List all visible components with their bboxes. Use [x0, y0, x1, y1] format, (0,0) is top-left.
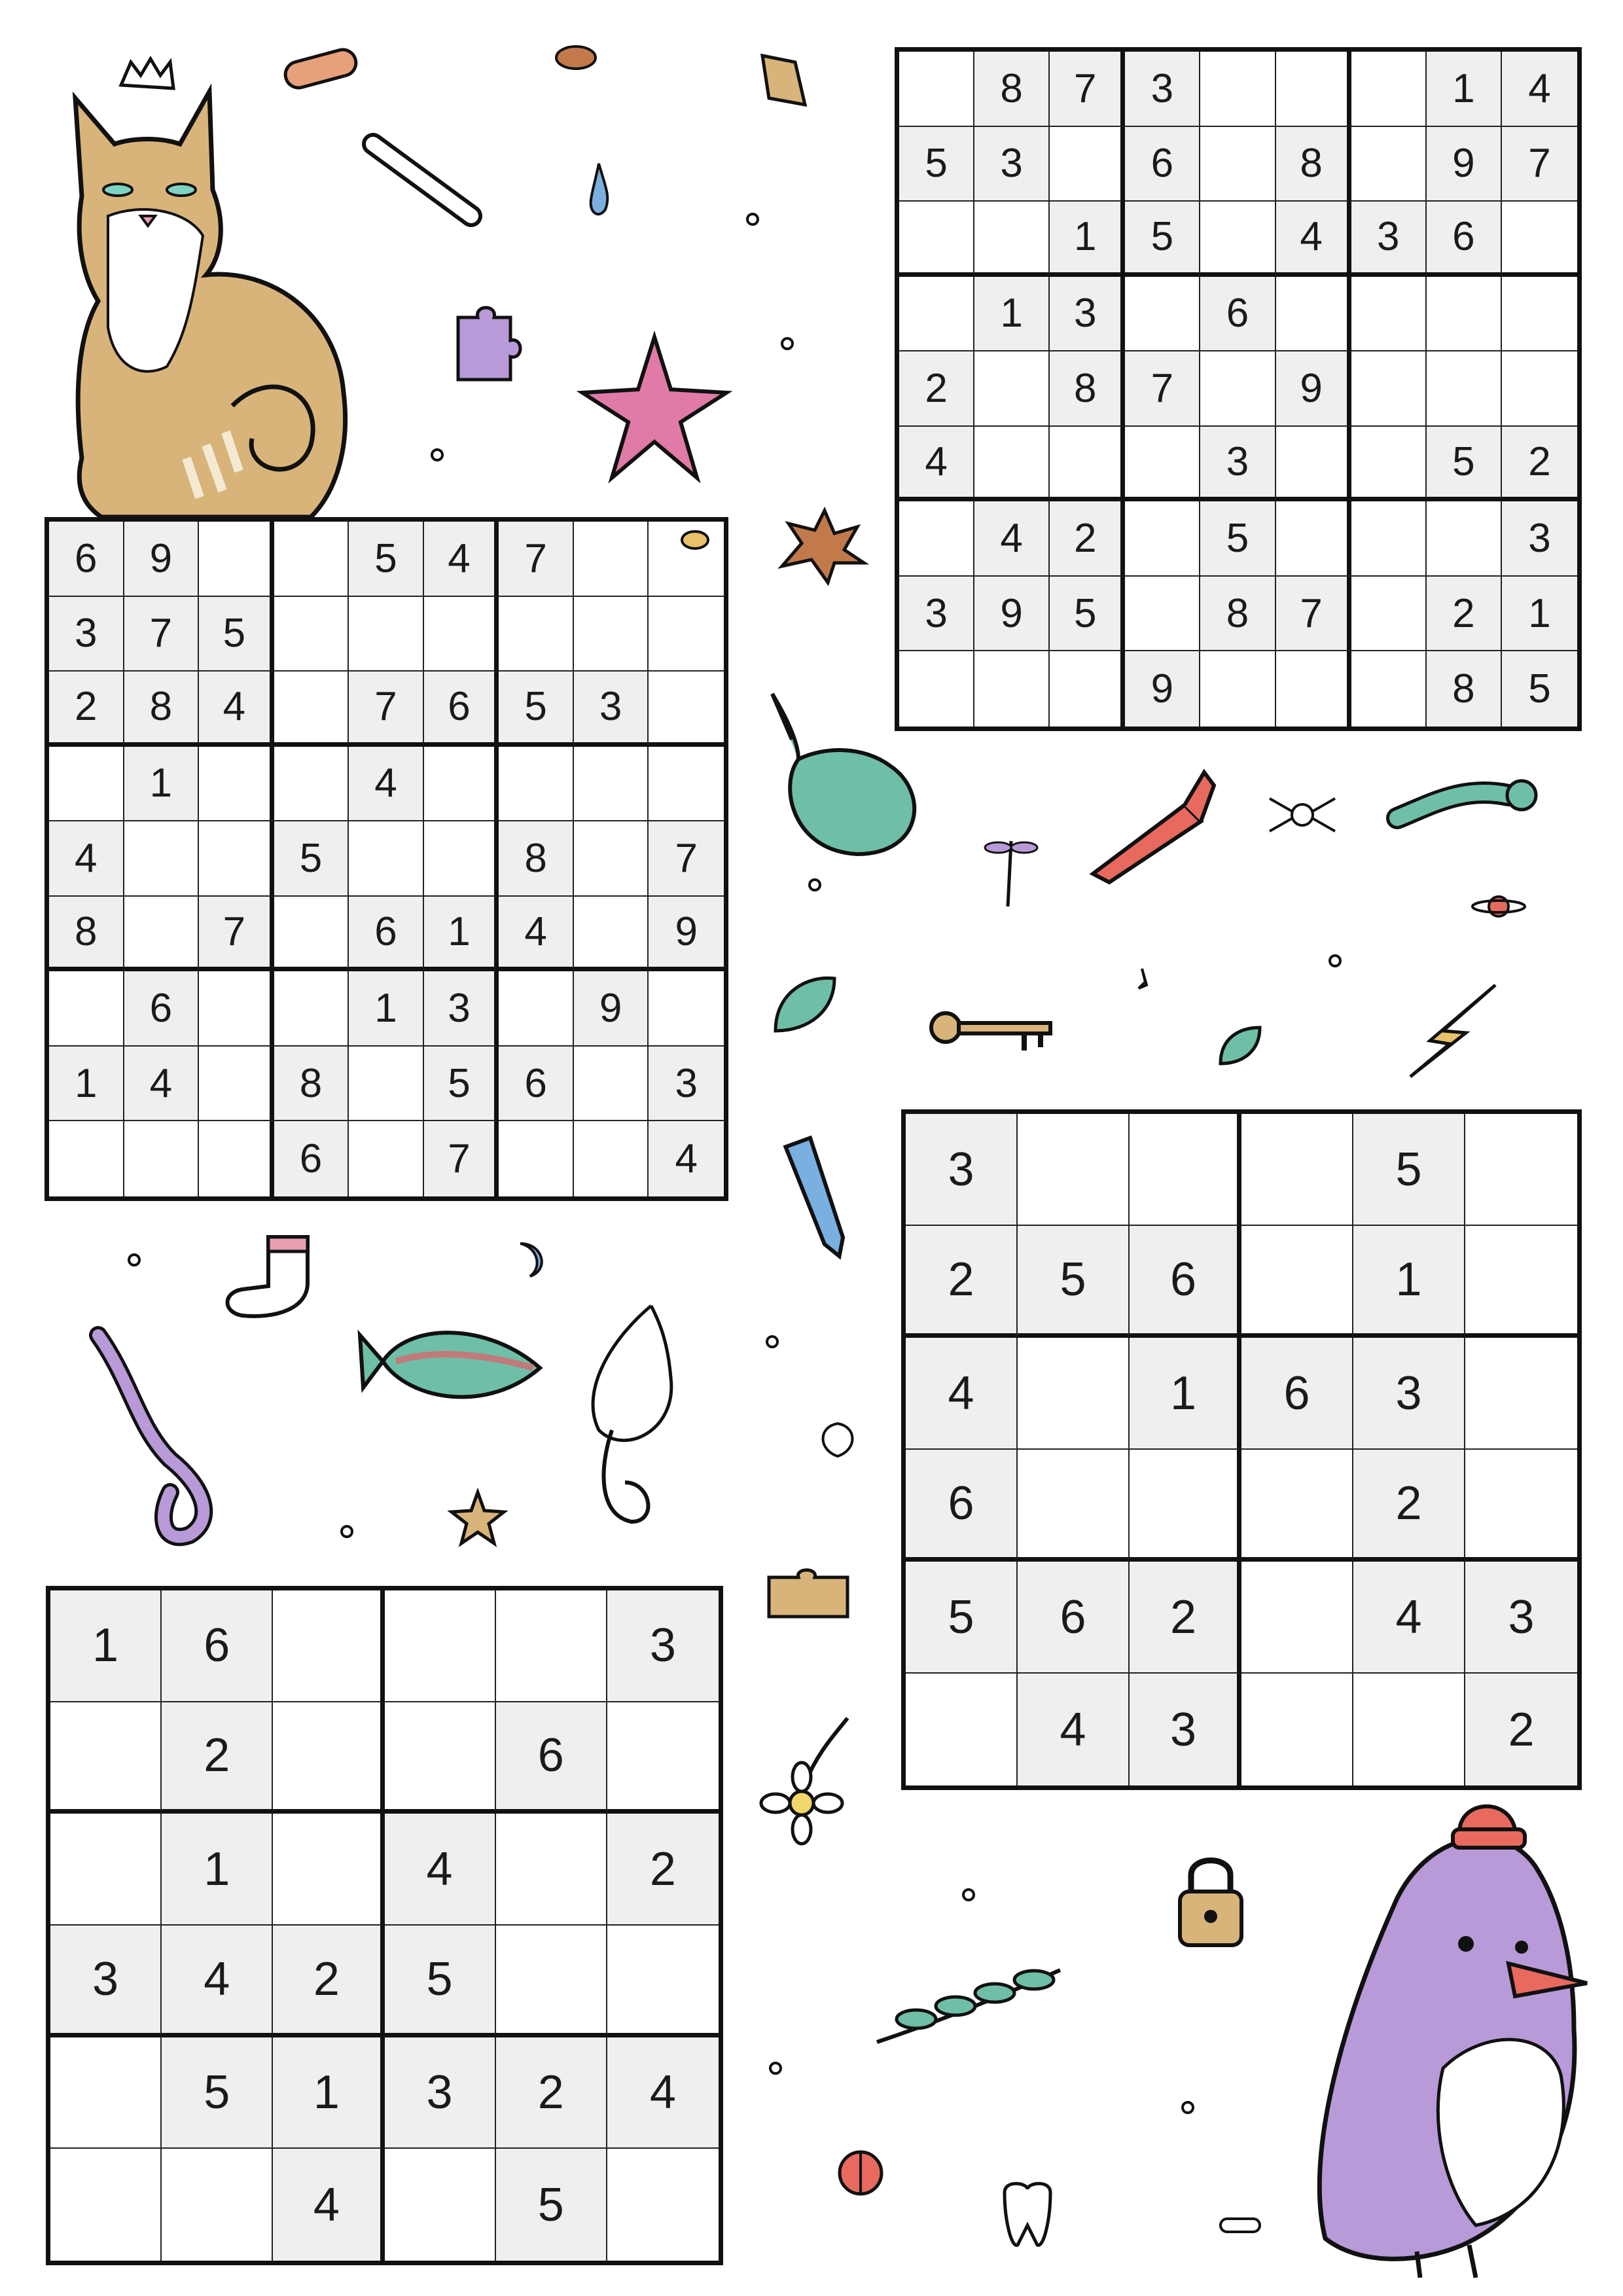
given-cell: 4 [385, 1814, 496, 1926]
given-cell: 1 [1502, 577, 1577, 652]
given-cell: 7 [1502, 127, 1577, 202]
given-cell: 6 [124, 971, 200, 1047]
given-cell: 6 [162, 1590, 273, 1702]
given-cell: 6 [424, 672, 499, 747]
given-cell: 1 [1427, 52, 1502, 127]
given-cell: 9 [124, 522, 200, 597]
given-cell: 9 [1276, 351, 1351, 427]
given-cell: 4 [1276, 202, 1351, 277]
given-cell: 3 [1200, 427, 1275, 502]
given-cell: 4 [906, 1338, 1018, 1450]
given-cell: 8 [124, 672, 200, 747]
given-cell: 4 [424, 522, 499, 597]
given-cell: 7 [499, 522, 574, 597]
given-cell: 5 [1427, 427, 1502, 502]
given-cell: 4 [1502, 52, 1577, 127]
given-cell: 6 [49, 522, 124, 597]
given-cell: 8 [974, 52, 1050, 127]
given-cell: 5 [499, 672, 574, 747]
given-cell: 4 [199, 672, 274, 747]
given-cell: 9 [1427, 127, 1502, 202]
given-cell: 6 [496, 1702, 607, 1814]
given-cell: 3 [574, 672, 649, 747]
given-cell: 1 [162, 1814, 273, 1926]
given-cell: 2 [1427, 577, 1502, 652]
given-cell: 6 [1241, 1338, 1353, 1450]
given-cell: 2 [273, 1926, 384, 2037]
given-cell: 4 [273, 2149, 384, 2261]
given-cell: 1 [273, 2037, 384, 2149]
given-cell: 3 [424, 971, 499, 1047]
given-cell: 1 [1130, 1338, 1241, 1450]
given-cell: 1 [974, 277, 1050, 352]
given-cell: 3 [974, 127, 1050, 202]
given-cell: 1 [424, 897, 499, 972]
given-cell: 5 [496, 2149, 607, 2261]
given-cell: 7 [199, 897, 274, 972]
given-cell: 3 [1353, 1338, 1465, 1450]
given-cell: 3 [49, 597, 124, 672]
given-cell: 2 [496, 2037, 607, 2149]
given-cell: 4 [649, 1121, 724, 1196]
given-cell: 8 [1050, 351, 1125, 427]
given-cell: 5 [1125, 202, 1200, 277]
given-cell: 4 [499, 897, 574, 972]
given-cell: 2 [162, 1702, 273, 1814]
given-cell: 9 [974, 577, 1050, 652]
given-cell: 5 [899, 127, 974, 202]
given-cell: 7 [349, 672, 424, 747]
given-cell: 5 [1502, 651, 1577, 726]
given-cell: 5 [162, 2037, 273, 2149]
given-cell: 1 [1353, 1226, 1465, 1338]
given-cell: 5 [274, 821, 349, 897]
given-cell: 4 [974, 501, 1050, 577]
given-cell: 6 [274, 1121, 349, 1196]
given-cell: 4 [899, 427, 974, 502]
given-cell: 6 [1125, 127, 1200, 202]
given-cell: 2 [49, 672, 124, 747]
given-cell: 5 [1050, 577, 1125, 652]
given-cell: 8 [1276, 127, 1351, 202]
given-cell: 1 [1050, 202, 1125, 277]
given-cell: 8 [1200, 577, 1275, 652]
given-cell: 7 [1050, 52, 1125, 127]
given-cell: 9 [649, 897, 724, 972]
given-cell: 3 [906, 1114, 1018, 1226]
given-cell: 4 [49, 821, 124, 897]
given-cell: 4 [124, 1047, 200, 1122]
given-cell: 1 [349, 971, 424, 1047]
given-cell: 2 [607, 1814, 719, 1926]
given-cell: 3 [1125, 52, 1200, 127]
given-cell: 5 [1018, 1226, 1130, 1338]
given-cell: 9 [1125, 651, 1200, 726]
given-cell: 3 [1351, 202, 1427, 277]
given-cell: 6 [349, 897, 424, 972]
given-cell: 3 [649, 1047, 724, 1122]
given-cell: 1 [124, 747, 200, 822]
given-cell: 6 [1427, 202, 1502, 277]
given-cell: 8 [49, 897, 124, 972]
given-cell: 2 [1353, 1450, 1465, 1562]
given-cell: 2 [1465, 1674, 1577, 1785]
given-cell: 6 [1130, 1226, 1241, 1338]
given-cell: 2 [1130, 1562, 1241, 1674]
given-cell: 5 [385, 1926, 496, 2037]
given-cell: 1 [49, 1047, 124, 1122]
given-cell: 7 [124, 597, 200, 672]
given-cell: 2 [1502, 427, 1577, 502]
given-cell: 5 [1353, 1114, 1465, 1226]
given-cell: 8 [1427, 651, 1502, 726]
given-cell: 3 [899, 577, 974, 652]
given-cell: 6 [499, 1047, 574, 1122]
given-cell: 4 [1018, 1674, 1130, 1785]
given-cell: 3 [385, 2037, 496, 2149]
given-cell: 7 [424, 1121, 499, 1196]
given-cell: 8 [274, 1047, 349, 1122]
given-cell: 8 [499, 821, 574, 897]
given-cell: 5 [199, 597, 274, 672]
given-cell: 7 [1125, 351, 1200, 427]
given-cell: 3 [607, 1590, 719, 1702]
given-cell: 7 [1276, 577, 1351, 652]
given-cell: 4 [162, 1926, 273, 2037]
given-cell: 3 [1130, 1674, 1241, 1785]
given-cell: 5 [349, 522, 424, 597]
given-cell: 1 [50, 1590, 162, 1702]
given-cell: 2 [899, 351, 974, 427]
given-cell: 3 [50, 1926, 162, 2037]
given-cell: 5 [906, 1562, 1018, 1674]
given-cell: 4 [1353, 1562, 1465, 1674]
given-cell: 3 [1502, 501, 1577, 577]
given-cell: 5 [424, 1047, 499, 1122]
given-cell: 9 [574, 971, 649, 1047]
given-cell: 3 [1465, 1562, 1577, 1674]
given-cell: 4 [349, 747, 424, 822]
given-cell: 4 [607, 2037, 719, 2149]
given-cell: 7 [649, 821, 724, 897]
given-cell: 6 [906, 1450, 1018, 1562]
given-cell: 2 [1050, 501, 1125, 577]
given-cell: 6 [1200, 277, 1275, 352]
given-cell: 3 [1050, 277, 1125, 352]
given-cell: 2 [906, 1226, 1018, 1338]
given-cell: 6 [1018, 1562, 1130, 1674]
given-cell: 5 [1200, 501, 1275, 577]
